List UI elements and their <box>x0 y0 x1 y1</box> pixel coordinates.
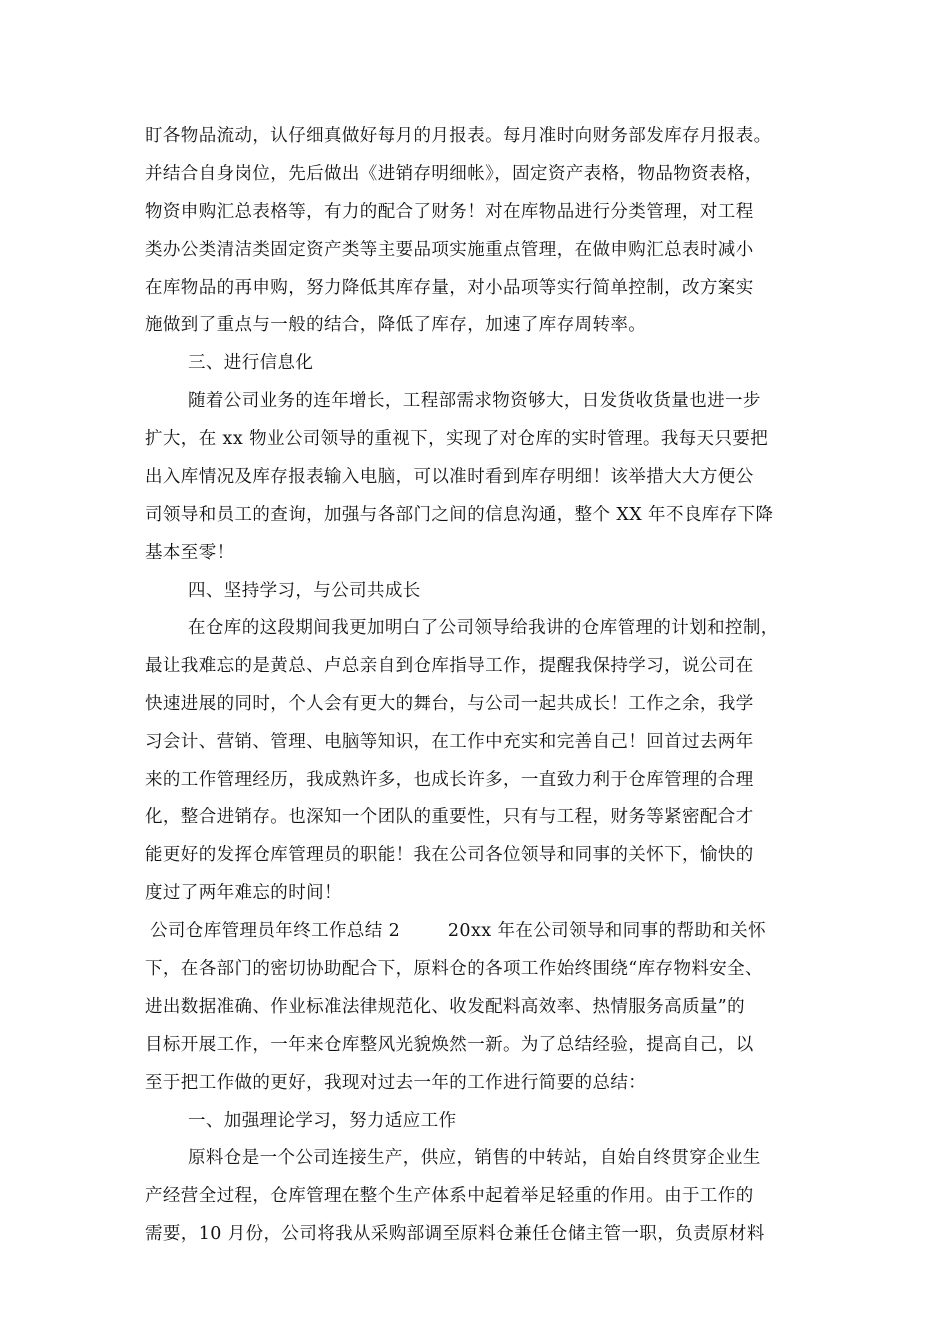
paragraph-line: 进出数据准确、作业标准法律规范化、收发配料高效率、热情服务高质量”的 <box>145 997 746 1017</box>
paragraph-line: 在仓库的这段期间我更加明白了公司领导给我讲的仓库管理的计划和控制， <box>188 618 779 638</box>
article-title-line: 公司仓库管理员年终工作总结 2 20xx 年在公司领导和同事的帮助和关怀 <box>150 921 766 941</box>
paragraph-line: 最让我难忘的是黄总、卢总亲自到仓库指导工作，提醒我保持学习，说公司在 <box>145 656 754 676</box>
paragraph-line: 司领导和员工的查询，加强与各部门之间的信息沟通，整个 XX 年不良库存下降 <box>145 505 774 525</box>
paragraph-line: 度过了两年难忘的时间！ <box>145 883 342 903</box>
paragraph-line: 至于把工作做的更好，我现对过去一年的工作进行简要的总结： <box>145 1073 647 1093</box>
paragraph-line: 类办公类清洁类固定资产类等主要品项实施重点管理，在做申购汇总表时减小 <box>145 240 754 260</box>
paragraph-line: 出入库情况及库存报表输入电脑，可以准时看到库存明细！该举措大大方便公 <box>145 467 754 487</box>
paragraph-line: 盯各物品流动，认仔细真做好每月的月报表。每月准时向财务部发库存月报表。 <box>145 126 772 146</box>
paragraph-line: 快速进展的同时，个人会有更大的舞台，与公司一起共成长！工作之余，我学 <box>145 694 754 714</box>
paragraph-line: 施做到了重点与一般的结合，降低了库存，加速了库存周转率。 <box>145 315 647 335</box>
paragraph-line: 能更好的发挥仓库管理员的职能！我在公司各位领导和同事的关怀下，愉快的 <box>145 845 754 865</box>
paragraph-line: 产经营全过程，仓库管理在整个生产体系中起着举足轻重的作用。由于工作的 <box>145 1186 754 1206</box>
paragraph-line: 物资申购汇总表格等，有力的配合了财务！对在库物品进行分类管理，对工程 <box>145 202 754 222</box>
paragraph-line: 扩大，在 xx 物业公司领导的重视下，实现了对仓库的实时管理。我每天只要把 <box>145 429 769 449</box>
paragraph-line: 来的工作管理经历，我成熟许多，也成长许多，一直致力利于仓库管理的合理 <box>145 770 754 790</box>
paragraph-line: 需要，10 月份，公司将我从采购部调至原料仓兼任仓储主管一职，负责原材料 <box>145 1224 765 1244</box>
section-heading: 一、加强理论学习，努力适应工作 <box>188 1111 457 1131</box>
section-heading: 四、坚持学习，与公司共成长 <box>188 581 421 601</box>
section-heading: 三、进行信息化 <box>188 353 314 373</box>
paragraph-line: 原料仓是一个公司连接生产，供应，销售的中转站，自始自终贯穿企业生 <box>188 1148 761 1168</box>
paragraph-line: 习会计、营销、管理、电脑等知识，在工作中充实和完善自己！回首过去两年 <box>145 732 754 752</box>
paragraph-line: 化，整合进销存。也深知一个团队的重要性，只有与工程，财务等紧密配合才 <box>145 807 754 827</box>
paragraph-line: 下，在各部门的密切协助配合下，原料仓的各项工作始终围绕“库存物料安全、 <box>145 959 763 979</box>
paragraph-line: 并结合自身岗位，先后做出《进销存明细帐》，固定资产表格，物品物资表格， <box>145 164 763 184</box>
paragraph-line: 基本至零！ <box>145 543 235 563</box>
paragraph-line: 目标开展工作，一年来仓库整风光貌焕然一新。为了总结经验，提高自己，以 <box>145 1035 754 1055</box>
paragraph-line: 随着公司业务的连年增长，工程部需求物资够大，日发货收货量也进一步 <box>188 391 761 411</box>
paragraph-line: 在库物品的再申购，努力降低其库存量，对小品项等实行简单控制，改方案实 <box>145 278 754 298</box>
